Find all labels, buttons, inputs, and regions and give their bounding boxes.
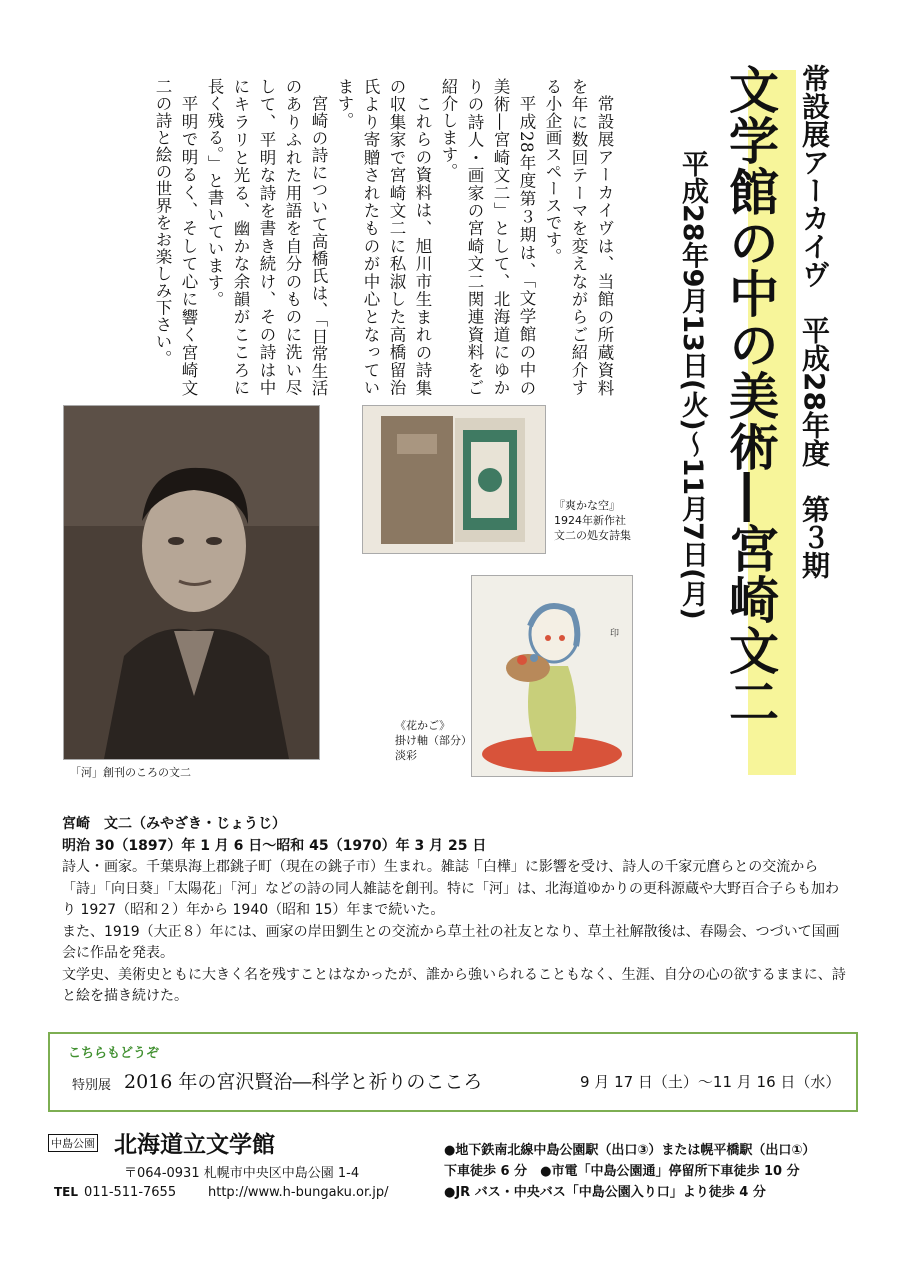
scroll-caption-medium: 淡彩 <box>395 749 417 762</box>
book-illustration <box>363 406 545 553</box>
park-label: 中島公園 <box>48 1134 98 1152</box>
series-heading: 常設展アーカイヴ 平成28年度 第３期 <box>798 64 831 579</box>
intro-paragraph: 平成28年度第３期は、「文学館の中の美術―宮崎文二」として、北海道にゆかりの詩人・画家の宮崎文二関連資料をご紹介します。 <box>439 78 536 396</box>
scroll-caption <box>395 718 472 763</box>
intro-text <box>62 78 617 396</box>
intro-paragraph: 常設展アーカイヴは、当館の所蔵資料を年に数回テーマを変えながらご紹介する小企画スペースです。 <box>543 78 614 396</box>
book-caption <box>554 498 631 543</box>
portrait-illustration <box>64 406 319 759</box>
museum-name: 北海道立文学館 <box>114 1132 275 1158</box>
promo-dates: 9 月 17 日（土）～11 月 16 日（水） <box>580 1073 841 1091</box>
biography <box>62 814 852 1008</box>
bio-paragraph: 文学史、美術史ともに大きく名を残すことはなかったが、誰から強いられることもなく、生涯、自分の心の欲するままに、詩と絵を描き続けた。 <box>62 966 846 1004</box>
tel-number: 011-511-7655 <box>84 1185 177 1200</box>
painting-illustration <box>472 576 632 776</box>
intro-paragraph: 宮崎の詩について高橋氏は、「日常生活のありふれた用語を自分のものに洗い尽して、平明な詩を書き続け、その詩は中にキラリと光る、幽かな余韻がこころに長く残る。」と書いています。 <box>205 78 328 396</box>
related-exhibition-box <box>48 1032 858 1112</box>
promo-label: 特別展 <box>72 1078 112 1093</box>
portrait-photo <box>63 405 320 760</box>
book-caption-note: 文二の処女詩集 <box>554 529 631 542</box>
museum-address: 〒064-0931 札幌市中央区中島公園 1-4 <box>124 1166 360 1181</box>
scroll-caption-title: 《花かご》 <box>395 719 451 732</box>
access-line: 下車徒歩 6 分 ●市電「中島公園通」停留所下車徒歩 10 分 <box>444 1164 800 1179</box>
access-line: ●地下鉄南北線中島公園駅（出口③）または幌平橋駅（出口①） <box>444 1143 816 1158</box>
portrait-caption: 「河」創刊のころの文二 <box>70 766 191 779</box>
promo-title: 2016 年の宮沢賢治―科学と祈りのこころ <box>124 1071 483 1093</box>
access-line: ●JR バス・中央バス「中島公園入り口」より徒歩 4 分 <box>444 1185 766 1200</box>
intro-paragraph: これらの資料は、旭川市生まれの詩集の収集家で宮崎文二に私淑した高橋留治氏より寄贈されたものが中心となっています。 <box>335 78 432 396</box>
bio-lifespan: 明治 30（1897）年 1 月 6 日～昭和 45（1970）年 3 月 25 日 <box>62 837 487 854</box>
page-title: 文学館の中の美術―宮崎文二 <box>721 64 779 727</box>
scroll-caption-format: 掛け軸（部分） <box>395 734 472 747</box>
bio-paragraph: 詩人・画家。千葉県海上郡銚子町（現在の銚子市）生まれ。雑誌「白樺」に影響を受け、詩人の千家元麿らとの交流から「詩」「向日葵」「太陽花」「河」などの詩の同人雑誌を創刊。特に「河」は、北海道ゆかりの更科源蔵や大野百合子らも加わり 1927（昭和２）年から 1940（昭和 15）年まで続いた。 <box>62 859 839 918</box>
bio-paragraph: また、1919（大正８）年には、画家の岸田劉生との交流から草土社の社友となり、草土社解散後は、春陽会、つづいて国画会に作品を発表。 <box>62 923 840 961</box>
promo-heading: こちらもどうぞ <box>68 1046 160 1061</box>
scroll-painting <box>471 575 633 777</box>
svg-text:印: 印 <box>610 629 620 639</box>
access-info <box>444 1140 864 1203</box>
website-link[interactable]: http://www.h-bungaku.or.jp/ <box>208 1185 389 1200</box>
exhibition-dates: 平成28年9月13日(火)～11月7日(月) <box>677 150 708 620</box>
bio-name: 宮崎 文二（みやざき・じょうじ） <box>62 816 286 832</box>
book-caption-publisher: 1924年新作社 <box>554 514 626 527</box>
intro-paragraph: 平明で明るく、そして心に響く宮崎文二の詩と絵の世界をお楽しみ下さい。 <box>153 78 198 396</box>
book-caption-title: 『爽かな空』 <box>554 499 620 512</box>
tel-label: TEL <box>54 1185 79 1199</box>
book-photo <box>362 405 546 554</box>
